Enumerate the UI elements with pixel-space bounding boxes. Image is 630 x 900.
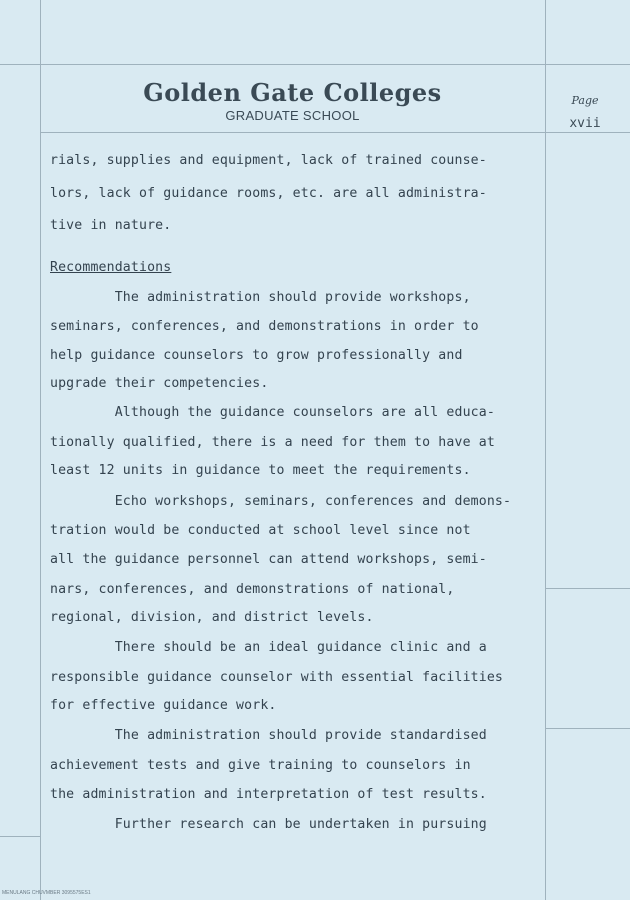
body-line: for effective guidance work. xyxy=(50,698,277,713)
body-line: The administration should provide standardised xyxy=(50,728,487,743)
body-line: tive in nature. xyxy=(50,218,172,233)
header-top-rule xyxy=(0,64,630,65)
right-column-rule-lower xyxy=(545,728,630,729)
body-line: There should be an ideal guidance clinic and a xyxy=(50,640,487,655)
college-name: Golden Gate Colleges xyxy=(143,78,442,107)
body-line: tionally qualified, there is a need for them to have at xyxy=(50,435,495,450)
body-line: seminars, conferences, and demonstrations in order to xyxy=(50,319,479,334)
body-line: all the guidance personnel can attend workshops, semi- xyxy=(50,552,487,567)
page-label: Page xyxy=(571,94,599,107)
body-line: least 12 units in guidance to meet the requirements. xyxy=(50,463,471,478)
body-line: The administration should provide workshops, xyxy=(50,290,471,305)
right-column-rule xyxy=(545,588,630,589)
body-line: regional, division, and district levels. xyxy=(50,610,374,625)
left-column-rule xyxy=(0,836,40,837)
body-line: upgrade their competencies. xyxy=(50,376,269,391)
body-line: rials, supplies and equipment, lack of trained counse- xyxy=(50,153,487,168)
body-line: Further research can be undertaken in pursuing xyxy=(50,817,487,832)
scan-footer-text: MENULANG CHUVMBER 3095575ES1 xyxy=(2,890,91,896)
school-name: GRADUATE SCHOOL xyxy=(225,108,360,123)
page-number: xvii xyxy=(569,116,601,131)
body-line: nars, conferences, and demonstrations of national, xyxy=(50,582,455,597)
body-line: achievement tests and give training to counselors in xyxy=(50,758,471,773)
section-heading: Recommendations xyxy=(50,260,172,275)
body-line: Although the guidance counselors are all educa- xyxy=(50,405,495,420)
body-line: responsible guidance counselor with essential facilities xyxy=(50,670,504,685)
body-line: the administration and interpretation of test results. xyxy=(50,787,487,802)
right-margin-rule xyxy=(545,0,546,900)
body-line: lors, lack of guidance rooms, etc. are all administra- xyxy=(50,186,487,201)
body-line: Echo workshops, seminars, conferences and demons- xyxy=(50,494,512,509)
header-bottom-rule xyxy=(40,132,545,133)
body-line: tration would be conducted at school level since not xyxy=(50,523,471,538)
body-line: help guidance counselors to grow professionally and xyxy=(50,348,463,363)
left-margin-rule xyxy=(40,0,41,900)
page-box-rule xyxy=(545,132,630,133)
